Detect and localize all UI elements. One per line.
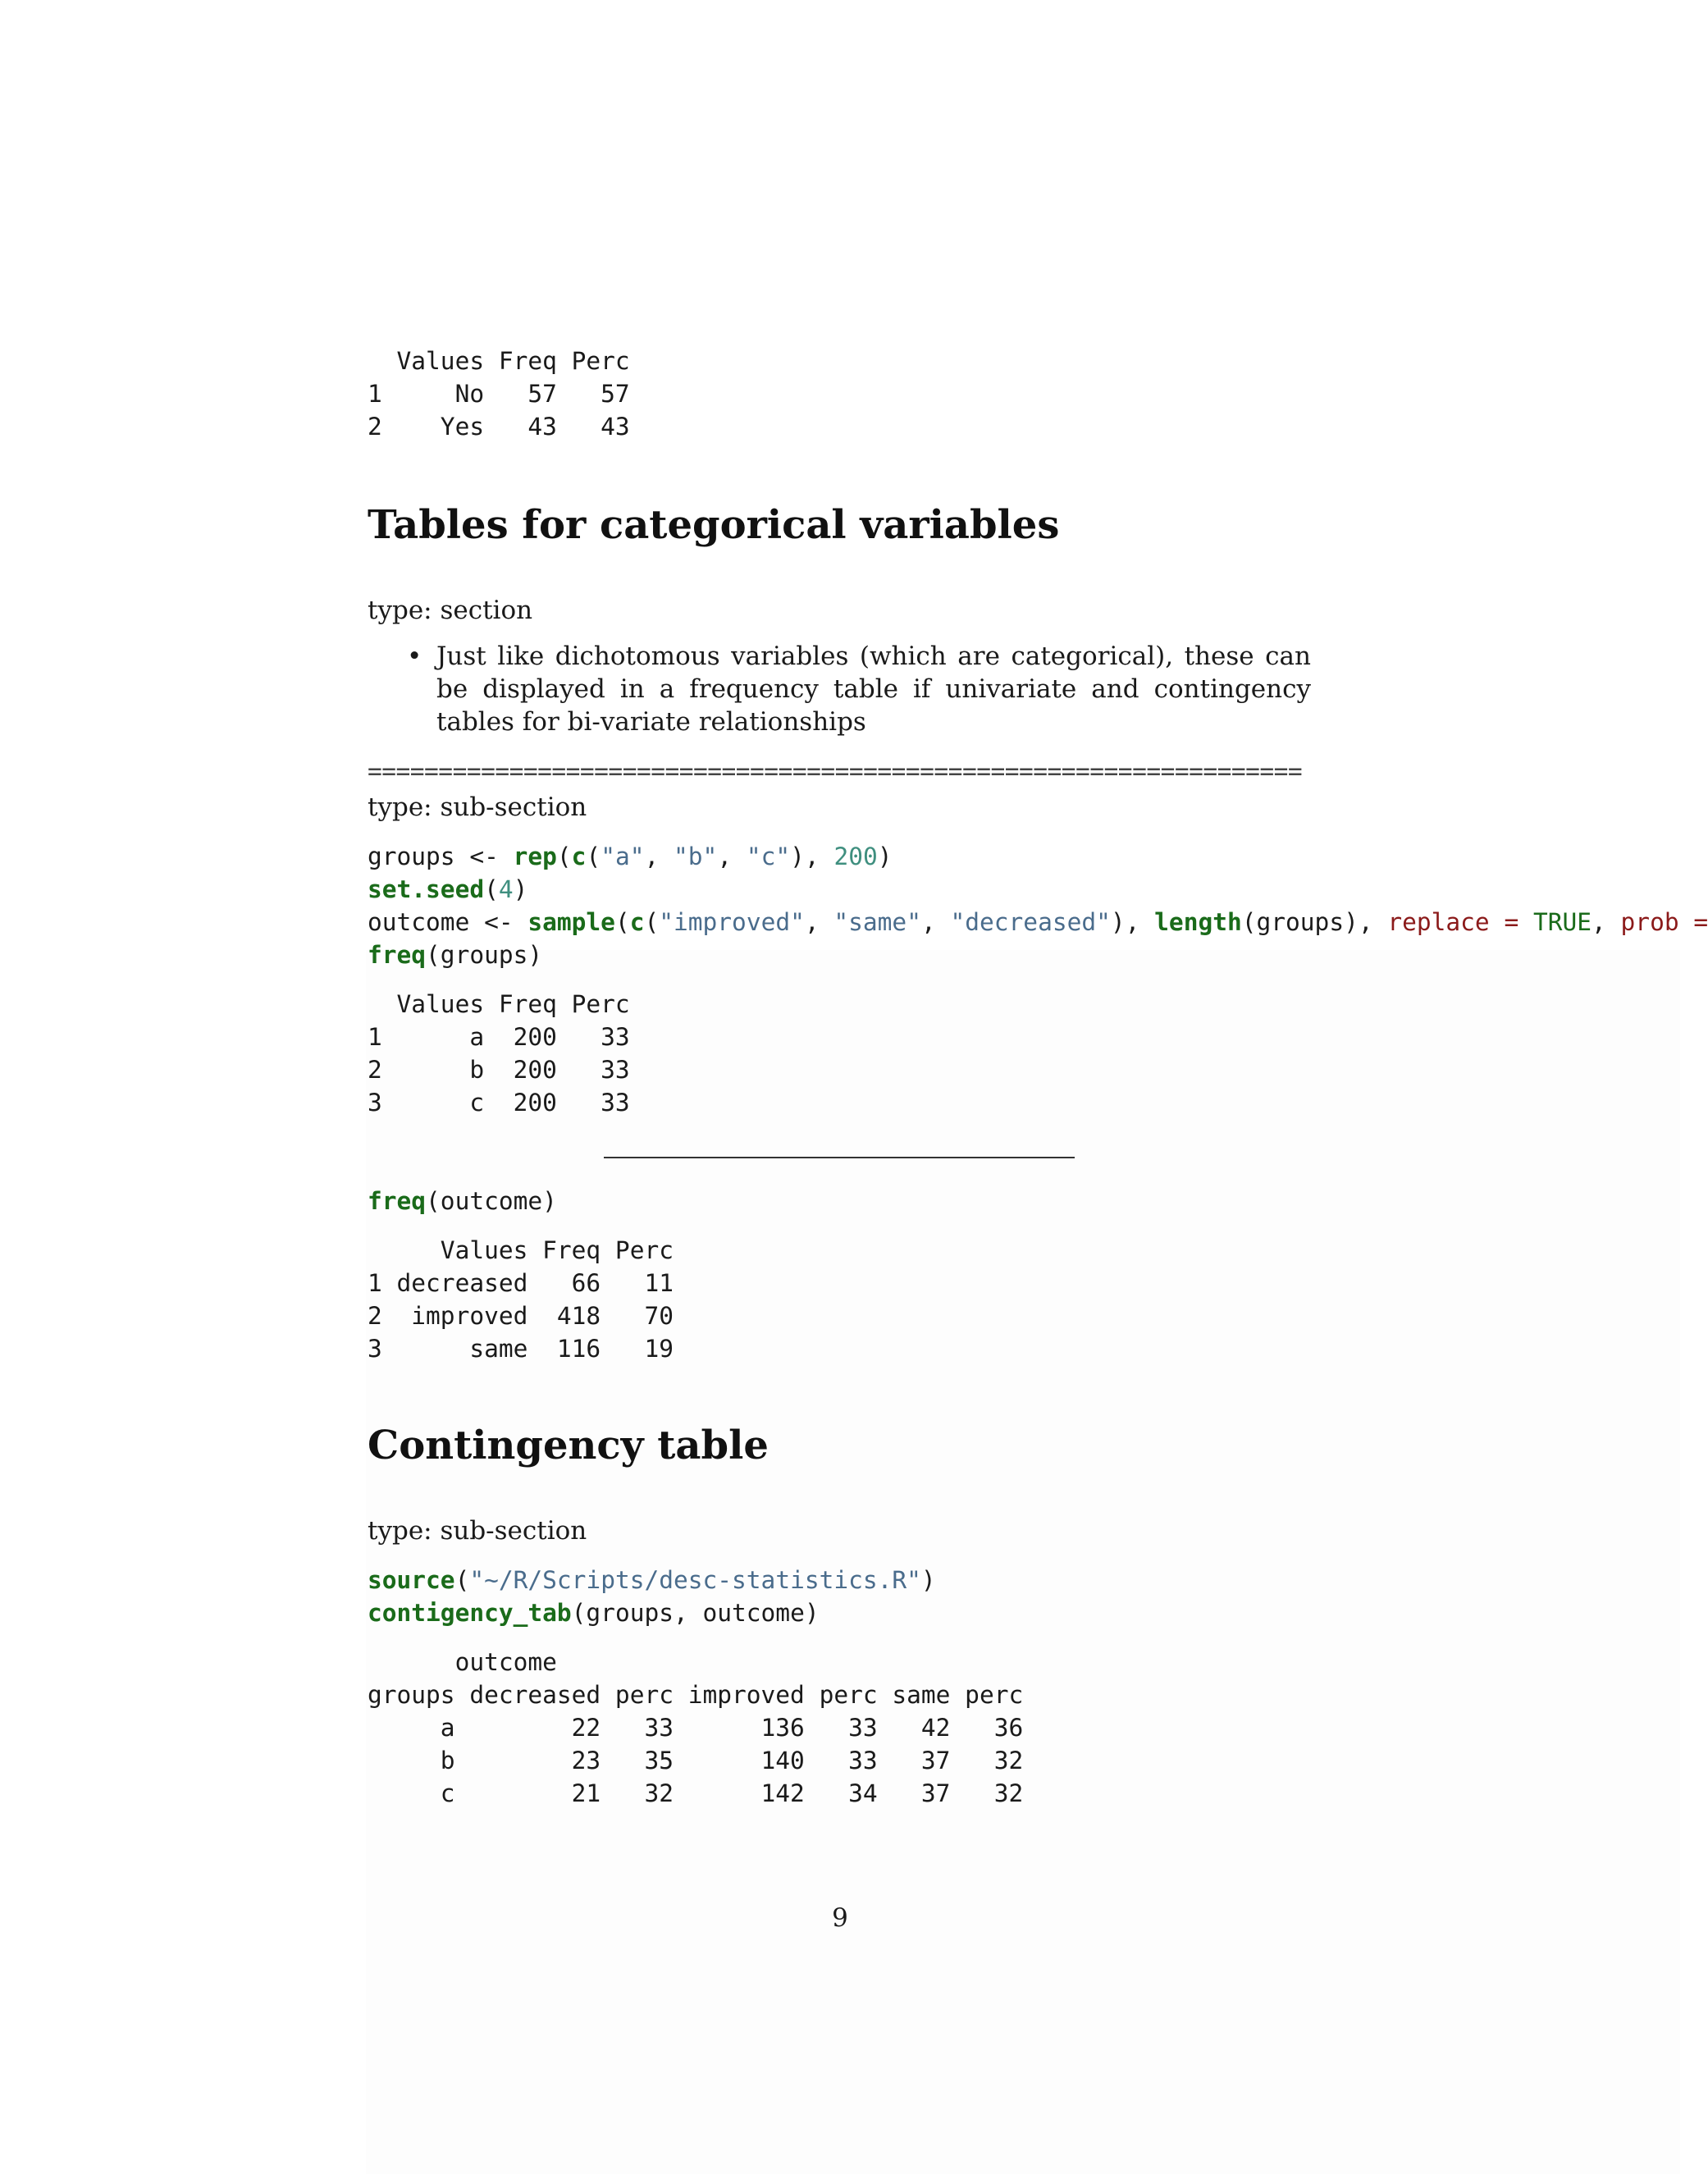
output-header: Values Freq Perc (368, 1236, 674, 1264)
code-text: (groups) (426, 941, 543, 969)
separator-rule: ================================================================== (368, 757, 1303, 785)
output-line: a 22 33 136 33 42 36 (368, 1714, 1024, 1742)
output-line: b 23 35 140 33 37 32 (368, 1747, 1024, 1774)
output-line: outcome (368, 1648, 557, 1676)
freq-output-dichotomous (368, 345, 630, 443)
code-function: set.seed (368, 875, 485, 903)
horizontal-rule (604, 1157, 1075, 1158)
output-row: 3 same 116 19 (368, 1335, 674, 1363)
code-text: ), (1110, 908, 1155, 936)
freq-output-outcome (368, 1234, 674, 1365)
code-text: , (644, 843, 674, 870)
code-text: ), (790, 843, 834, 870)
code-text: ) (920, 1566, 936, 1594)
code-argument: replace = (1387, 908, 1533, 936)
code-string: "decreased" (950, 908, 1111, 936)
output-row: 2 improved 418 70 (368, 1302, 674, 1330)
section-type-label: type: section (368, 596, 533, 625)
code-text: (groups), (1241, 908, 1388, 936)
code-text: groups <- (368, 843, 514, 870)
code-text: ) (877, 843, 893, 870)
code-function: c (629, 908, 645, 936)
output-row: 1 No 57 57 (368, 380, 630, 408)
output-line: c 21 32 142 34 37 32 (368, 1779, 1024, 1807)
page-number: 9 (832, 1903, 848, 1933)
code-text: ( (644, 908, 660, 936)
code-block-freq-outcome (368, 1185, 557, 1217)
code-function: freq (368, 941, 427, 969)
section-heading-contingency: Contingency table (368, 1423, 769, 1468)
code-block-contingency (368, 1564, 936, 1629)
output-header: Values Freq Perc (368, 990, 630, 1018)
code-text: (groups, outcome) (571, 1599, 820, 1627)
code-block-groups (368, 840, 1708, 971)
bullet-list (368, 640, 1311, 738)
code-text: ( (586, 843, 601, 870)
code-constant: TRUE (1532, 908, 1592, 936)
code-text: ( (614, 908, 630, 936)
code-text: , (717, 843, 747, 870)
output-line: groups decreased perc improved perc same perc (368, 1681, 1024, 1709)
code-number: 4 (498, 875, 514, 903)
code-function: c (571, 843, 587, 870)
output-row: 2 Yes 43 43 (368, 413, 630, 441)
code-text: , (1592, 908, 1621, 936)
code-function: contigency_tab (368, 1599, 572, 1627)
code-function: freq (368, 1187, 427, 1215)
code-function: length (1154, 908, 1242, 936)
code-string: "b" (674, 843, 718, 870)
code-text: , (920, 908, 951, 936)
code-number: 200 (833, 843, 878, 870)
list-item (368, 640, 1311, 738)
output-row: 1 decreased 66 11 (368, 1269, 674, 1297)
code-text: ( (556, 843, 572, 870)
code-text: ( (454, 1566, 470, 1594)
code-region-background (366, 950, 1680, 2174)
code-text: (outcome) (426, 1187, 557, 1215)
output-row: 2 b 200 33 (368, 1056, 630, 1084)
contingency-output (368, 1646, 1023, 1810)
section-heading-categorical: Tables for categorical variables (368, 502, 1060, 548)
bullet-text: Just like dichotomous variables (which are categorical), these can be displayed in a frequency table if univariate and contingency tables for bi-variate relationships (436, 642, 1311, 737)
subsection-type-label: type: sub-section (368, 792, 587, 822)
code-argument: prob = (1620, 908, 1708, 936)
code-text: outcome <- (368, 908, 528, 936)
code-string: "same" (833, 908, 921, 936)
code-string: "c" (746, 843, 791, 870)
subsection-type-label: type: sub-section (368, 1516, 587, 1546)
code-string: "improved" (659, 908, 805, 936)
code-string: "~/R/Scripts/desc-statistics.R" (469, 1566, 921, 1594)
code-function: source (368, 1566, 455, 1594)
output-row: 3 c 200 33 (368, 1089, 630, 1117)
code-function: rep (513, 843, 557, 870)
code-text: ) (513, 875, 528, 903)
output-row: 1 a 200 33 (368, 1023, 630, 1051)
bullet-dot-icon: • (407, 642, 422, 671)
freq-output-groups (368, 988, 630, 1119)
code-text: , (804, 908, 834, 936)
output-header: Values Freq Perc (368, 347, 630, 375)
code-function: sample (527, 908, 615, 936)
code-string: "a" (601, 843, 645, 870)
code-text: ( (484, 875, 499, 903)
